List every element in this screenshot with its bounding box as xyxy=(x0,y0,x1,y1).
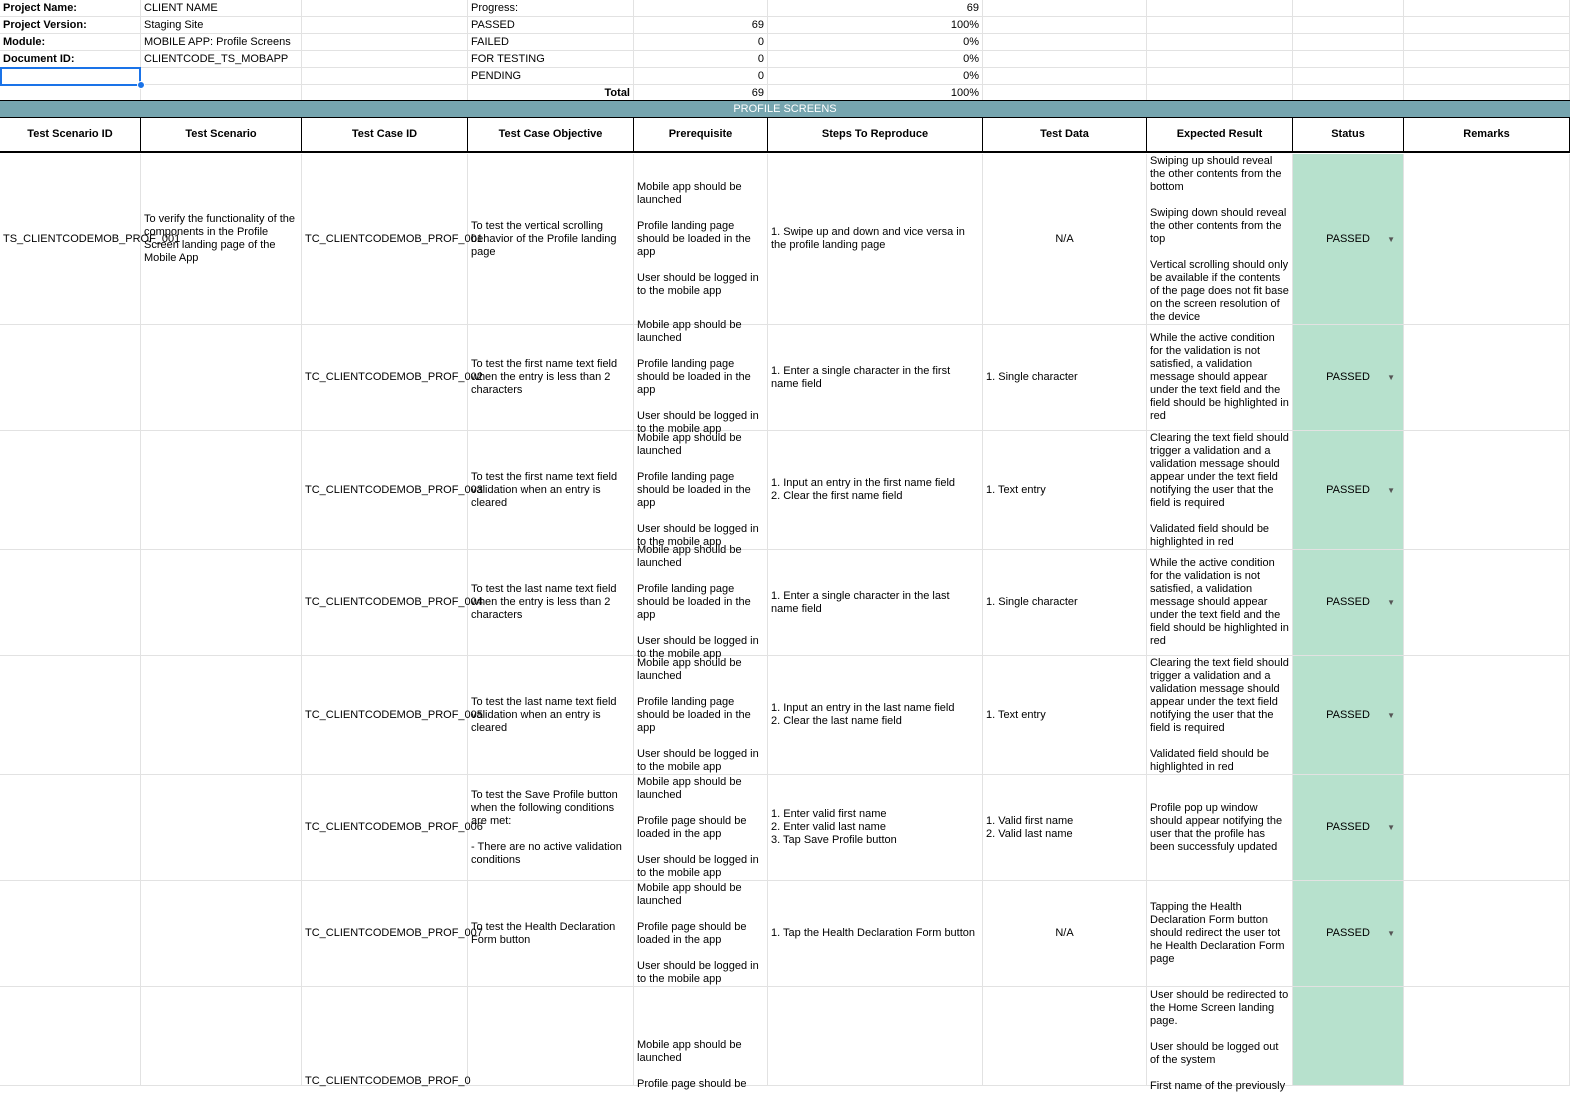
test-data-text: 1. Text entry xyxy=(986,483,1046,496)
test-scenario[interactable] xyxy=(141,656,302,775)
progress-label[interactable]: PENDING xyxy=(468,68,634,85)
status-dropdown[interactable] xyxy=(1293,431,1404,550)
dropdown-arrow-icon[interactable]: ▼ xyxy=(1387,373,1395,382)
test-scenario[interactable] xyxy=(141,987,302,1086)
test-case-id-text: TC_CLIENTCODEMOB_PROF_003 xyxy=(305,483,483,496)
meta-label[interactable]: Document ID: xyxy=(0,51,141,68)
steps-to-reproduce[interactable] xyxy=(768,881,983,987)
test-case-id[interactable] xyxy=(302,550,483,656)
test-case-objective-text: To test the last name text field validation when an entry is cleared xyxy=(471,695,620,734)
test-case-id-text: TC_CLIENTCODEMOB_PROF_006 xyxy=(305,821,483,833)
meta-value[interactable] xyxy=(141,68,302,85)
test-scenario-id[interactable] xyxy=(0,881,141,987)
expected-result-text: While the active condition for the validation is not satisfied, a validation message should appear under the text field and the field should be highlighted in red xyxy=(1150,557,1292,647)
test-scenario[interactable] xyxy=(141,550,302,656)
test-case-id[interactable] xyxy=(302,987,471,1087)
progress-count[interactable]: 69 xyxy=(634,17,768,34)
test-case-id[interactable] xyxy=(302,656,483,775)
empty-cell[interactable] xyxy=(1147,17,1293,34)
test-case-id-text: TC_CLIENTCODEMOB_PROF_004 xyxy=(305,596,483,608)
steps-to-reproduce-text: 1. Input an entry in the last name field 2. Clear the last name field xyxy=(771,702,955,727)
expected-result[interactable] xyxy=(1147,656,1293,775)
status-dropdown[interactable] xyxy=(1293,550,1404,656)
remarks[interactable] xyxy=(1404,775,1570,881)
test-data-text: 1. Single character xyxy=(986,596,1078,608)
steps-to-reproduce-text: 1. Input an entry in the first name field 2. Clear the first name field xyxy=(771,477,956,502)
empty-cell[interactable] xyxy=(1404,0,1570,17)
meta-value[interactable]: Staging Site xyxy=(141,17,302,34)
meta-value[interactable]: MOBILE APP: Profile Screens xyxy=(141,34,302,51)
test-scenario[interactable] xyxy=(141,775,302,881)
expected-result-text: Swiping up should reveal the other contents from the bottom Swiping down should reveal the other contents from the top Vertical scrolling should only be available if the contents of the page does not fit base on the screen resolution of the device xyxy=(1150,154,1289,323)
prerequisite-text: Mobile app should be launched Profile page should be loaded in the app User should be logged in to the mobile app xyxy=(637,881,759,985)
empty-cell[interactable] xyxy=(302,68,468,85)
test-data[interactable] xyxy=(983,325,1147,431)
test-case-objective[interactable] xyxy=(468,775,634,881)
dropdown-arrow-icon[interactable]: ▼ xyxy=(1387,234,1395,244)
status-value: PASSED xyxy=(1326,483,1370,496)
prerequisite-text: Mobile app should be launched Profile page should be xyxy=(637,1039,747,1090)
dropdown-arrow-icon[interactable]: ▼ xyxy=(1387,710,1395,720)
remarks[interactable] xyxy=(1404,550,1570,656)
progress-percent[interactable]: 0% xyxy=(768,68,983,85)
column-header[interactable]: Test Case Objective xyxy=(468,117,634,153)
test-case-objective[interactable] xyxy=(468,881,634,987)
meta-label[interactable]: Module: xyxy=(0,34,141,51)
test-scenario-id[interactable] xyxy=(0,775,141,881)
expected-result-text: Clearing the text field should trigger a validation and a validation message should appear under the text field notifying the user that the field is required Validated field should be highlighted in red xyxy=(1150,431,1289,548)
empty-cell[interactable] xyxy=(1147,68,1293,85)
prerequisite-text: Mobile app should be launched Profile landing page should be loaded in the app User should be logged in to the mobile app xyxy=(637,544,759,660)
steps-to-reproduce[interactable] xyxy=(768,987,983,1086)
prerequisite[interactable] xyxy=(634,431,768,550)
empty-cell[interactable] xyxy=(1404,51,1570,68)
steps-to-reproduce-text: 1. Tap the Health Declaration Form button xyxy=(771,927,976,939)
meta-label[interactable]: Project Version: xyxy=(0,17,141,34)
progress-count[interactable]: 0 xyxy=(634,51,768,68)
test-scenario[interactable] xyxy=(141,881,302,987)
test-case-id[interactable] xyxy=(302,881,483,987)
test-data[interactable] xyxy=(983,550,1147,656)
test-scenario-id-text: TS_CLIENTCODEMOB_PROF_001 xyxy=(3,232,181,245)
meta-label[interactable]: Project Name: xyxy=(0,0,141,17)
test-case-objective[interactable] xyxy=(468,987,634,1086)
column-header[interactable]: Steps To Reproduce xyxy=(768,117,983,153)
test-case-objective[interactable] xyxy=(468,325,634,431)
expected-result-text: While the active condition for the validation is not satisfied, a validation message should appear under the text field and the field should be highlighted in red xyxy=(1150,332,1292,422)
column-header[interactable]: Test Case ID xyxy=(302,117,468,153)
remarks[interactable] xyxy=(1404,325,1570,431)
cell-selection[interactable] xyxy=(0,67,141,86)
column-header[interactable]: Test Data xyxy=(983,117,1147,153)
progress-label[interactable]: Progress: xyxy=(468,0,634,17)
prerequisite[interactable] xyxy=(634,775,768,881)
test-case-id[interactable] xyxy=(302,775,483,881)
steps-to-reproduce[interactable] xyxy=(768,656,983,775)
progress-label[interactable]: PASSED xyxy=(468,17,634,34)
steps-to-reproduce[interactable] xyxy=(768,154,983,325)
remarks[interactable] xyxy=(1404,431,1570,550)
steps-to-reproduce[interactable] xyxy=(768,431,983,550)
test-data[interactable] xyxy=(983,656,1147,775)
remarks[interactable] xyxy=(1404,881,1570,987)
test-data[interactable] xyxy=(983,431,1147,550)
prerequisite[interactable] xyxy=(634,154,768,325)
empty-cell[interactable] xyxy=(302,17,468,34)
test-data-text: 1. Text entry xyxy=(986,708,1046,721)
prerequisite[interactable] xyxy=(634,881,768,987)
steps-to-reproduce-text: 1. Swipe up and down and vice versa in the profile landing page xyxy=(771,226,968,251)
empty-cell[interactable] xyxy=(1293,51,1404,68)
prerequisite-text: Mobile app should be launched Profile landing page should be loaded in the app User should be logged in to the mobile app xyxy=(637,656,759,773)
test-scenario[interactable] xyxy=(141,325,302,431)
empty-cell[interactable] xyxy=(1293,34,1404,51)
column-header[interactable]: Remarks xyxy=(1404,117,1570,153)
expected-result[interactable] xyxy=(1147,881,1293,987)
remarks[interactable] xyxy=(1404,154,1570,325)
test-data[interactable] xyxy=(983,775,1147,881)
expected-result-text: Profile pop up window should appear notifying the user that the profile has been successfuly updated xyxy=(1150,801,1286,853)
status-dropdown[interactable] xyxy=(1293,656,1404,775)
test-case-objective[interactable] xyxy=(468,431,634,550)
total-count[interactable]: 69 xyxy=(634,85,768,102)
test-case-id-text: TC_CLIENTCODEMOB_PROF_007 xyxy=(305,927,483,939)
progress-percent[interactable]: 0% xyxy=(768,34,983,51)
empty-cell[interactable] xyxy=(1404,68,1570,85)
expected-result[interactable] xyxy=(1147,550,1293,656)
column-header[interactable]: Prerequisite xyxy=(634,117,768,153)
test-data-text: N/A xyxy=(1055,927,1074,939)
empty-cell[interactable] xyxy=(1293,17,1404,34)
test-data-text: N/A xyxy=(1055,232,1074,245)
remarks[interactable] xyxy=(1404,656,1570,775)
section-banner[interactable]: PROFILE SCREENS xyxy=(0,100,1570,117)
test-case-objective-text: To test the last name text field when the entry is less than 2 characters xyxy=(471,583,620,621)
test-scenario-id[interactable] xyxy=(0,656,141,775)
test-case-id-text: TC_CLIENTCODEMOB_PROF_002 xyxy=(305,371,483,383)
meta-value[interactable]: CLIENT NAME xyxy=(141,0,302,17)
test-case-id-text: TC_CLIENTCODEMOB_PROF_005 xyxy=(305,708,483,721)
steps-to-reproduce-text: 1. Enter valid first name 2. Enter valid last name 3. Tap Save Profile button xyxy=(771,808,897,846)
expected-result-text: Tapping the Health Declaration Form button should redirect the user tot he Health Declaration Form page xyxy=(1150,901,1288,965)
test-scenario-id[interactable] xyxy=(0,987,141,1086)
test-case-id[interactable] xyxy=(302,154,483,325)
status-dropdown[interactable] xyxy=(1293,987,1404,1086)
status-dropdown[interactable] xyxy=(1293,881,1404,987)
test-case-objective-text: To test the first name text field when the entry is less than 2 characters xyxy=(471,358,621,396)
test-data-text: 1. Valid first name 2. Valid last name xyxy=(986,814,1074,840)
empty-cell[interactable] xyxy=(1147,0,1293,17)
test-case-objective-text: To test the vertical scrolling behavior of the Profile landing page xyxy=(471,219,620,258)
test-case-id[interactable] xyxy=(302,431,483,550)
prerequisite-text: Mobile app should be launched Profile page should be loaded in the app User should be logged in to the mobile app xyxy=(637,775,759,879)
progress-label[interactable]: FAILED xyxy=(468,34,634,51)
progress-count[interactable]: 0 xyxy=(634,68,768,85)
test-scenario-id[interactable] xyxy=(0,431,141,550)
test-scenario-id[interactable] xyxy=(0,550,141,656)
prerequisite[interactable] xyxy=(634,656,768,775)
remarks[interactable] xyxy=(1404,987,1570,1086)
steps-to-reproduce[interactable] xyxy=(768,550,983,656)
status-value: PASSED xyxy=(1326,927,1370,939)
test-data[interactable] xyxy=(983,987,1147,1086)
fill-handle[interactable] xyxy=(137,81,145,89)
status-dropdown[interactable] xyxy=(1293,775,1404,881)
steps-to-reproduce-text: 1. Enter a single character in the first name field xyxy=(771,364,954,390)
test-scenario-id[interactable] xyxy=(0,325,141,431)
prerequisite[interactable] xyxy=(634,544,768,660)
total-percent[interactable]: 100% xyxy=(768,85,983,102)
column-header[interactable]: Test Scenario ID xyxy=(0,117,141,153)
test-case-objective[interactable] xyxy=(468,656,634,775)
test-case-id-text: TC_CLIENTCODEMOB_PROF_0 xyxy=(305,1075,471,1087)
test-case-objective[interactable] xyxy=(468,154,634,325)
expected-result-text: User should be redirected to the Home Screen landing page. User should be logged out of the system First name of the previously xyxy=(1150,989,1289,1092)
status-dropdown[interactable] xyxy=(1293,154,1404,325)
steps-to-reproduce-text: 1. Enter a single character in the last name field xyxy=(771,589,953,615)
prerequisite-text: Mobile app should be launched Profile landing page should be loaded in the app User should be logged in to the mobile app xyxy=(637,180,759,297)
dropdown-arrow-icon[interactable]: ▼ xyxy=(1387,485,1395,495)
empty-cell[interactable] xyxy=(1147,34,1293,51)
prerequisite[interactable] xyxy=(634,987,768,1090)
status-dropdown[interactable] xyxy=(1293,325,1404,431)
status-value: PASSED xyxy=(1326,708,1370,721)
test-case-objective[interactable] xyxy=(468,550,634,656)
expected-result-text: Clearing the text field should trigger a validation and a validation message should appear under the text field notifying the user that the field is required Validated field should be highlighted in red xyxy=(1150,656,1289,773)
test-scenario-text: To verify the functionality of the components in the Profile Screen landing page of the Mobile App xyxy=(144,213,299,264)
steps-to-reproduce[interactable] xyxy=(768,775,983,881)
test-data[interactable] xyxy=(983,881,1147,987)
column-header[interactable]: Status xyxy=(1293,117,1404,153)
dropdown-arrow-icon[interactable]: ▼ xyxy=(1387,598,1395,607)
test-scenario-id[interactable] xyxy=(0,154,181,325)
progress-count[interactable]: 0 xyxy=(634,34,768,51)
test-case-objective-text: To test the Save Profile button when the following conditions are met: - There are no active validation conditions xyxy=(471,788,622,866)
progress-percent[interactable]: 0% xyxy=(768,51,983,68)
expected-result[interactable] xyxy=(1147,431,1293,550)
test-case-id-text: TC_CLIENTCODEMOB_PROF_001 xyxy=(305,232,483,245)
empty-cell[interactable] xyxy=(1147,51,1293,68)
empty-cell[interactable] xyxy=(983,17,1147,34)
status-value: PASSED xyxy=(1326,232,1370,245)
dropdown-arrow-icon[interactable]: ▼ xyxy=(1387,929,1395,938)
empty-cell[interactable] xyxy=(1404,34,1570,51)
empty-cell[interactable] xyxy=(983,68,1147,85)
empty-cell[interactable] xyxy=(983,0,1147,17)
prerequisite-text: Mobile app should be launched Profile landing page should be loaded in the app User should be logged in to the mobile app xyxy=(637,431,759,548)
test-data[interactable] xyxy=(983,154,1147,325)
empty-cell[interactable] xyxy=(1293,0,1404,17)
expected-result[interactable] xyxy=(1147,987,1293,1092)
empty-cell[interactable] xyxy=(302,51,468,68)
progress-percent[interactable]: 100% xyxy=(768,17,983,34)
expected-result[interactable] xyxy=(1147,325,1293,431)
column-header[interactable]: Expected Result xyxy=(1147,117,1293,153)
dropdown-arrow-icon[interactable]: ▼ xyxy=(1387,823,1395,832)
expected-result[interactable] xyxy=(1147,775,1293,881)
empty-cell[interactable] xyxy=(1404,17,1570,34)
empty-cell[interactable] xyxy=(302,34,468,51)
test-case-objective-text: To test the Health Declaration Form button xyxy=(471,920,619,946)
empty-cell[interactable] xyxy=(302,0,468,17)
empty-cell[interactable] xyxy=(983,51,1147,68)
test-scenario[interactable] xyxy=(141,154,302,325)
status-value: PASSED xyxy=(1326,371,1370,383)
status-value: PASSED xyxy=(1326,596,1370,608)
prerequisite-text: Mobile app should be launched Profile landing page should be loaded in the app User should be logged in to the mobile app xyxy=(637,319,759,435)
progress-percent[interactable]: 69 xyxy=(768,0,983,17)
test-case-id[interactable] xyxy=(302,325,483,431)
status-value: PASSED xyxy=(1326,821,1370,833)
test-scenario[interactable] xyxy=(141,431,302,550)
steps-to-reproduce[interactable] xyxy=(768,325,983,431)
column-header[interactable]: Test Scenario xyxy=(141,117,302,153)
prerequisite[interactable] xyxy=(634,319,768,435)
progress-count[interactable] xyxy=(634,0,768,17)
empty-cell[interactable] xyxy=(1293,68,1404,85)
progress-label[interactable]: FOR TESTING xyxy=(468,51,634,68)
empty-cell[interactable] xyxy=(983,34,1147,51)
test-case-objective-text: To test the first name text field validation when an entry is cleared xyxy=(471,470,621,509)
total-label[interactable]: Total xyxy=(468,85,634,102)
test-data-text: 1. Single character xyxy=(986,371,1078,383)
expected-result[interactable] xyxy=(1147,154,1293,325)
meta-value[interactable]: CLIENTCODE_TS_MOBAPP xyxy=(141,51,302,68)
